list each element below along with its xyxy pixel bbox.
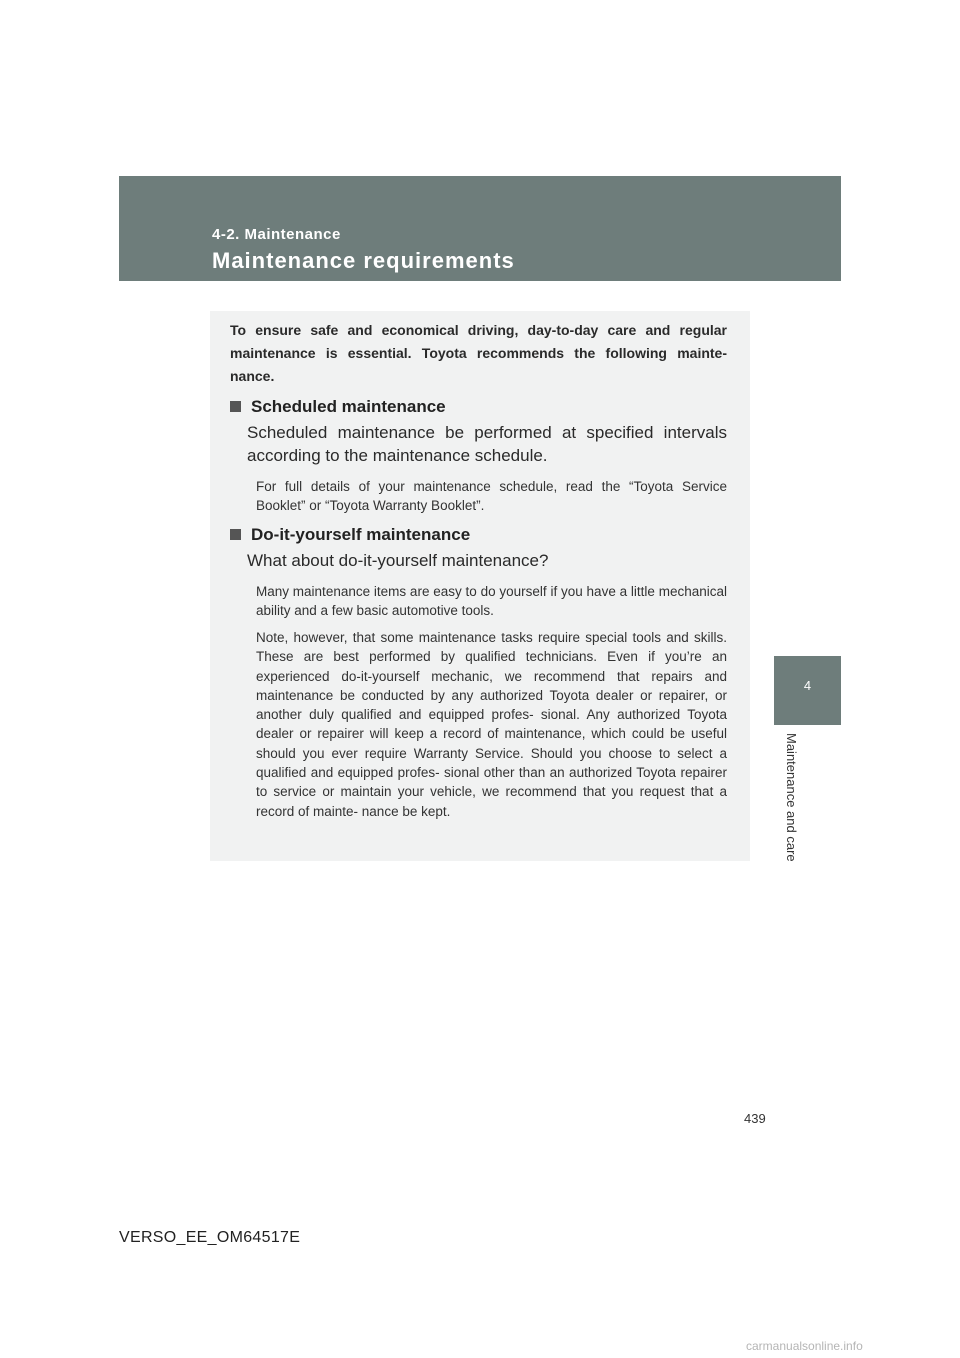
chapter-label: Maintenance and care	[784, 733, 799, 862]
diy-maintenance-heading-text: Do-it-yourself maintenance	[251, 525, 471, 544]
scheduled-maintenance-note: For full details of your maintenance schedule, read the “Toyota Service Booklet” or “Toyota Warranty Booklet”.	[256, 479, 727, 514]
diy-maintenance-note-1: Many maintenance items are easy to do yourself if you have a little mechanical ability and a few basic automotive tools.	[256, 584, 727, 619]
scheduled-maintenance-heading-text: Scheduled maintenance	[251, 397, 446, 416]
watermark: carmanualsonline.info	[746, 1339, 863, 1353]
section-label: 4-2. Maintenance	[212, 226, 341, 243]
scheduled-maintenance-body: Scheduled maintenance be performed at specified intervals according to the maintenance schedule.	[247, 423, 727, 465]
document-code: VERSO_EE_OM64517E	[119, 1229, 301, 1246]
chapter-tab	[774, 656, 841, 725]
header-band	[119, 176, 841, 281]
scheduled-maintenance-heading	[230, 397, 446, 417]
diy-maintenance-body: What about do-it-yourself maintenance?	[247, 551, 549, 570]
square-bullet-icon	[230, 401, 241, 412]
diy-maintenance-note-2: Note, however, that some maintenance tasks require special tools and skills. These are best performed by qualified technicians. Even if you’re an experienced do-it-yourself mechanic, we recommend that repairs and maintenance be conducted by any authorized Toyota dealer or repairer, or another duly qualified and equipped profes- sional. Any authorized Toyota dealer or repairer will keep a record of maintenance, which could be useful should you ever require Warranty Service. Should you choose to select a qualified and equipped profes- sional other than an authorized Toyota repairer to service or maintain your vehicle, we recommend that you request that a record of mainte- nance be kept.	[256, 630, 727, 819]
intro-text: To ensure safe and economical driving, day-to-day care and regular maintenance is essential. Toyota recommends the following mainte- nance.	[230, 322, 727, 384]
chapter-number: 4	[803, 678, 812, 693]
content-box	[210, 311, 750, 861]
page-number: 439	[744, 1111, 766, 1126]
diy-maintenance-heading	[230, 525, 470, 545]
square-bullet-icon	[230, 529, 241, 540]
page-title: Maintenance requirements	[212, 248, 515, 273]
